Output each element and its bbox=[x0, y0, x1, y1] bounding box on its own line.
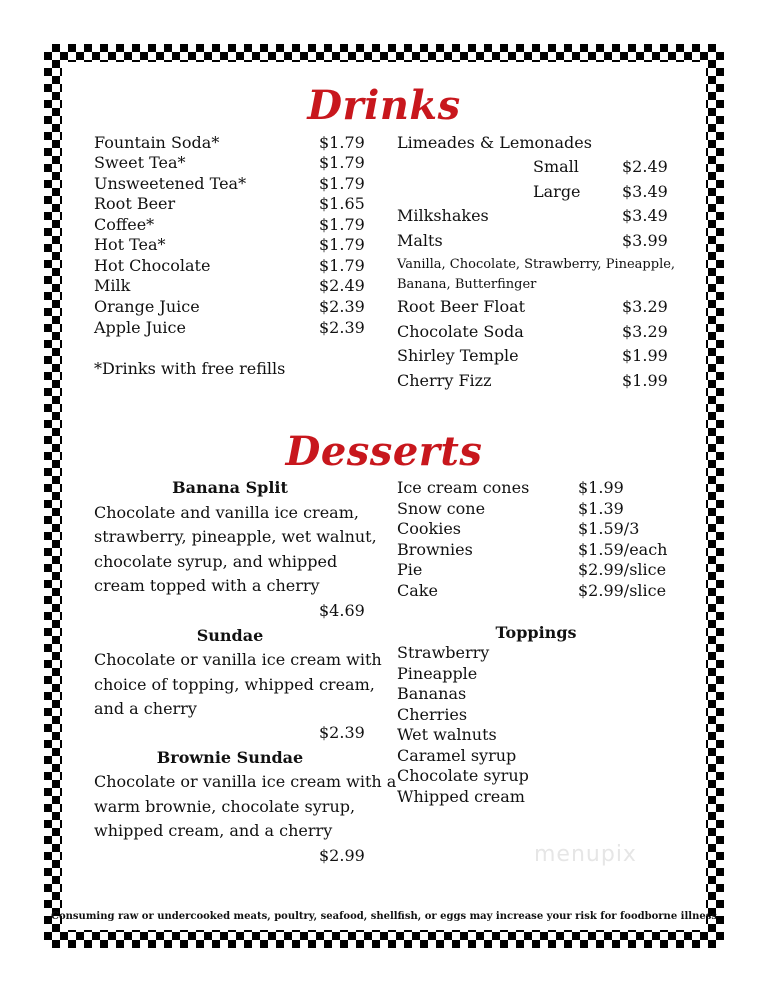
menu-item-price: $1.65 bbox=[319, 194, 365, 213]
menu-item-price: $1.99 bbox=[578, 478, 624, 497]
flavors-line: Vanilla, Chocolate, Strawberry, Pineapple, bbox=[397, 257, 676, 272]
menu-item-name: Snow cone bbox=[397, 499, 486, 518]
menu-item-name: Pie bbox=[397, 560, 423, 579]
menu-item-price: $1.99 bbox=[622, 371, 668, 390]
size-label: Small bbox=[533, 157, 579, 176]
menu-item-price: $1.99 bbox=[622, 346, 668, 365]
menu-item-price: $1.39 bbox=[578, 499, 624, 518]
menu-item-price: $3.99 bbox=[622, 231, 668, 250]
menu-item-price: $1.79 bbox=[319, 174, 365, 193]
menu-item-price: $1.79 bbox=[319, 256, 365, 275]
topping-item: Chocolate syrup bbox=[397, 766, 529, 785]
topping-item: Wet walnuts bbox=[397, 725, 497, 744]
dessert-desc-line: whipped cream, and a cherry bbox=[94, 821, 333, 840]
menu-item-price: $4.69 bbox=[319, 601, 365, 620]
flavors-line: Banana, Butterfinger bbox=[397, 277, 537, 292]
menu-item-name: Root Beer bbox=[94, 194, 176, 213]
menu-item-price: $2.49 bbox=[319, 276, 365, 295]
menu-item-price: $3.29 bbox=[622, 322, 668, 341]
menu-item-name: Shirley Temple bbox=[397, 346, 519, 365]
menu-item-price: $1.79 bbox=[319, 133, 365, 152]
menu-item-price: $2.39 bbox=[319, 723, 365, 742]
drinks-title: Drinks bbox=[307, 82, 461, 129]
menu-item-price: $3.49 bbox=[622, 182, 668, 201]
menu-item-name: Ice cream cones bbox=[397, 478, 530, 497]
menu-item-name: Sweet Tea* bbox=[94, 153, 186, 172]
menu-item-name: Hot Chocolate bbox=[94, 256, 211, 275]
refill-note: *Drinks with free refills bbox=[94, 359, 286, 378]
food-safety-disclaimer: Consuming raw or undercooked meats, poultry, seafood, shellfish, or eggs may increase your risk for foodborne illness bbox=[51, 911, 717, 922]
menu-item-price: $1.59/each bbox=[578, 540, 668, 559]
dessert-desc-line: chocolate syrup, and whipped bbox=[94, 552, 338, 571]
menu-item-name: Coffee* bbox=[94, 215, 155, 234]
menu-item-name: Malts bbox=[397, 231, 443, 250]
topping-item: Whipped cream bbox=[397, 787, 525, 806]
menu-item-price: $2.49 bbox=[622, 157, 668, 176]
menu-item-name: Cake bbox=[397, 581, 438, 600]
menu-item-name: Milkshakes bbox=[397, 206, 489, 225]
topping-item: Cherries bbox=[397, 705, 468, 724]
menu-item-price: $2.39 bbox=[319, 297, 365, 316]
topping-item: Caramel syrup bbox=[397, 746, 517, 765]
menu-item-name: Hot Tea* bbox=[94, 235, 166, 254]
topping-item: Strawberry bbox=[397, 643, 490, 662]
dessert-desc-line: Chocolate and vanilla ice cream, bbox=[94, 503, 359, 522]
menu-item-name: Root Beer Float bbox=[397, 297, 526, 316]
dessert-desc-line: Chocolate or vanilla ice cream with bbox=[94, 650, 382, 669]
dessert-desc-line: strawberry, pineapple, wet walnut, bbox=[94, 527, 377, 546]
menu-item-name: Cookies bbox=[397, 519, 461, 538]
menu-item-name: Milk bbox=[94, 276, 131, 295]
dessert-desc-line: and a cherry bbox=[94, 699, 197, 718]
menu-item-price: $2.99 bbox=[319, 846, 365, 865]
menu-item-name: Fountain Soda* bbox=[94, 133, 220, 152]
dessert-desc-line: warm brownie, chocolate syrup, bbox=[94, 797, 356, 816]
dessert-desc-line: cream topped with a cherry bbox=[94, 576, 320, 595]
watermark: menupix bbox=[534, 842, 637, 867]
limeades-heading: Limeades & Lemonades bbox=[397, 133, 592, 152]
menu-item-price: $3.29 bbox=[622, 297, 668, 316]
menu-item-price: $1.59/3 bbox=[578, 519, 640, 538]
menu-item-price: $1.79 bbox=[319, 215, 365, 234]
topping-item: Pineapple bbox=[397, 664, 478, 683]
dessert-name: Banana Split bbox=[172, 478, 288, 497]
dessert-desc-line: choice of topping, whipped cream, bbox=[94, 675, 375, 694]
menu-item-name: Apple Juice bbox=[94, 318, 186, 337]
dessert-name: Sundae bbox=[196, 626, 264, 645]
size-label: Large bbox=[533, 182, 581, 201]
dessert-name: Brownie Sundae bbox=[156, 748, 304, 767]
toppings-heading: Toppings bbox=[495, 623, 577, 642]
menu-item-price: $2.39 bbox=[319, 318, 365, 337]
menu-item-price: $3.49 bbox=[622, 206, 668, 225]
menu-item-name: Cherry Fizz bbox=[397, 371, 492, 390]
menu-item-name: Chocolate Soda bbox=[397, 322, 524, 341]
menu-item-name: Orange Juice bbox=[94, 297, 200, 316]
menu-item-price: $2.99/slice bbox=[578, 560, 667, 579]
topping-item: Bananas bbox=[397, 684, 467, 703]
menu-item-price: $1.79 bbox=[319, 235, 365, 254]
desserts-title: Desserts bbox=[285, 428, 483, 475]
menu-item-name: Brownies bbox=[397, 540, 473, 559]
menu-item-price: $2.99/slice bbox=[578, 581, 667, 600]
menu-item-price: $1.79 bbox=[319, 153, 365, 172]
menu-item-name: Unsweetened Tea* bbox=[94, 174, 247, 193]
dessert-desc-line: Chocolate or vanilla ice cream with a bbox=[94, 772, 397, 791]
